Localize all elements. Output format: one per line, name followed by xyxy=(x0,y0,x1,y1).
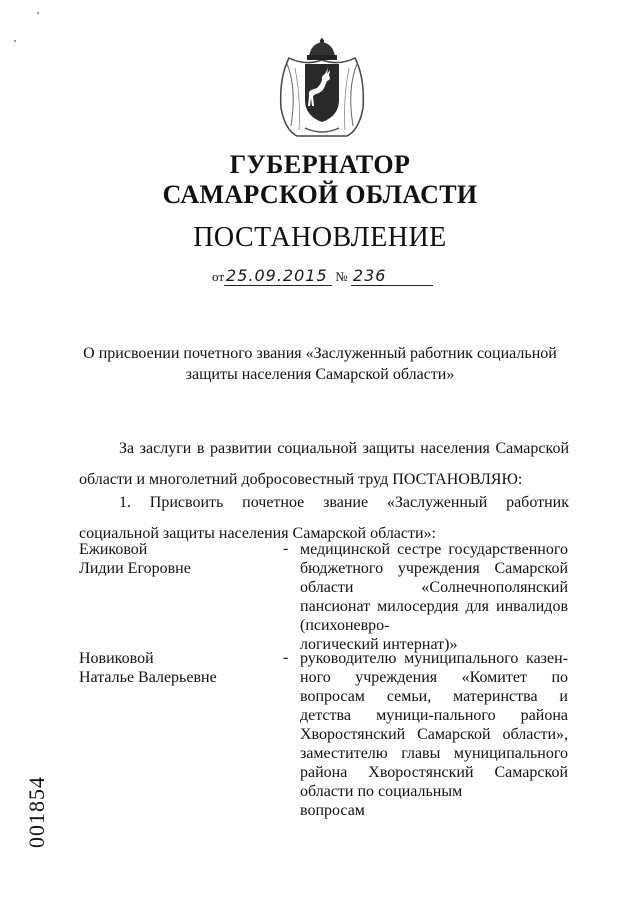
dateline xyxy=(212,266,433,286)
document-type: ПОСТАНОВЛЕНИЕ xyxy=(193,222,447,253)
awardee-surname: Ежиковой xyxy=(79,541,148,558)
awardee-name xyxy=(79,540,191,578)
registration-stamp-number: 001854 xyxy=(24,776,49,848)
awardee-given-names: Наталье Валерьевне xyxy=(79,669,217,686)
issuer-region: САМАРСКОЙ ОБЛАСТИ xyxy=(162,180,478,209)
handwritten-date: 25.09.2015 xyxy=(224,266,332,286)
date-prefix: от xyxy=(212,269,225,284)
awardee-position xyxy=(300,540,568,654)
number-label: № xyxy=(335,269,348,284)
awardee-given-names: Лидии Егоровне xyxy=(79,560,191,577)
subject-line: О присвоении почетного звания «Заслуженный работник социальной xyxy=(83,345,557,362)
position-text-last: вопросам xyxy=(300,802,365,819)
handwritten-number: 236 xyxy=(351,266,433,286)
awardee-position xyxy=(300,649,568,820)
samara-coat-of-arms-icon xyxy=(275,38,369,140)
list-dash: - xyxy=(283,649,289,666)
body-paragraph: 1. Присвоить почетное звание «Заслуженный работник социальной защиты населения Самарской области»: xyxy=(79,494,569,542)
subject-line: защиты населения Самарской области» xyxy=(185,366,455,383)
issuer-title: ГУБЕРНАТОР xyxy=(229,150,411,179)
position-text: медицинской сестре государственного бюджетного учреждения Самарской области «Солнечнополянский пансионат милосердия для инвалидов (психоневро- xyxy=(300,541,568,634)
awardee-surname: Новиковой xyxy=(79,650,154,667)
scan-speck xyxy=(14,40,16,42)
document-subject xyxy=(0,343,640,385)
scan-speck xyxy=(37,12,39,14)
body-paragraph: За заслуги в развитии социальной защиты населения Самарской области и многолетний добросовестный труд ПОСТАНОВЛЯЮ: xyxy=(79,440,569,488)
list-dash: - xyxy=(283,540,289,557)
awardee-name xyxy=(79,649,217,687)
position-text: руководителю муниципального казен-ного учреждения «Комитет по вопросам семьи, материнства и детства муници-пального района Хворостянский Самарской области», заместителю главы муниципального района Хворостянский Самарской области по социальным xyxy=(300,650,568,800)
position-text-last: логический интернат)» xyxy=(300,636,458,653)
